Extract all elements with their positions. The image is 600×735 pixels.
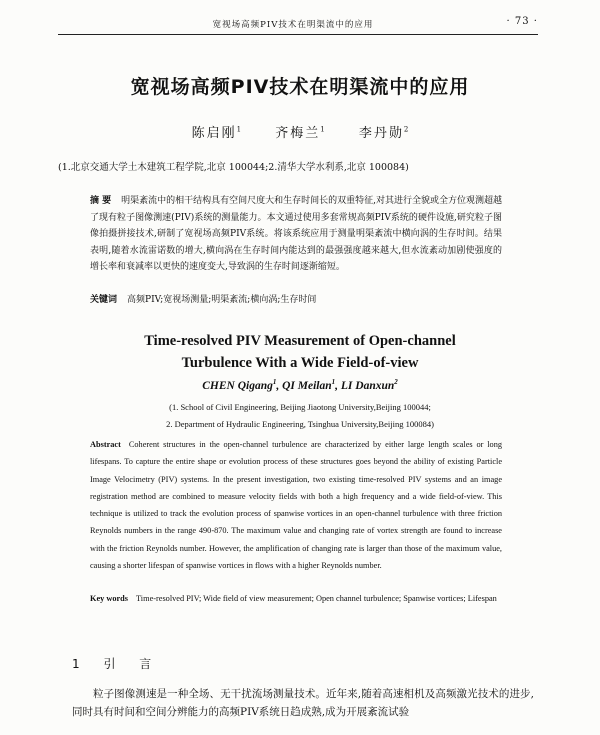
abstract-cn-label: 摘 要 xyxy=(90,196,112,206)
abstract-en-text: Coherent structures in the open-channel turbulence are characterized by either large length scales or long lifespans. To capture the entire shape or evolution process of these structures goes beyond the ability of existing Particle Image Velocimetry (PIV) systems. In the present investigation, two existing time-resolved PIV systems and an image registration method are combined to measure velocity fields with both a high frequency and a wide field-of-view. This technique is utilized to track the evolution process of spanwise vortices in an open-channel turbulence with three friction Reynolds numbers in the range 490-870. The maximum value and changing rate of vortex strength are found to increase with the friction Reynolds number. However, the amplification of changing rate is larger than those of the maximum value, causing a shorter lifespan of spanwise vortices in flows with a higher Reynolds number. xyxy=(90,440,502,571)
keywords-en-text: Time-resolved PIV; Wide field of view measurement; Open channel turbulence; Spanwise vortices; Lifespan xyxy=(136,594,497,603)
affiliation-en-line: 2. Department of Hydraulic Engineering, Tsinghua University,Beijing 100084) xyxy=(166,419,434,429)
section-heading: 1 引 言 xyxy=(72,657,162,671)
affiliation-en xyxy=(0,399,600,433)
author-en: LI Danxun$^2$ xyxy=(340,378,398,392)
title-cn: 宽视场高频PIV技术在明渠流中的应用 xyxy=(130,76,470,98)
author-en: CHEN Qigang$^1$ xyxy=(202,378,277,392)
author-cn: 齐梅兰$^1$ xyxy=(275,125,325,141)
title-en-line: Time-resolved PIV Measurement of Open-channel xyxy=(144,333,456,349)
authors-cn xyxy=(0,122,600,141)
header-rule xyxy=(58,34,538,35)
page-number: · 73 · xyxy=(506,16,538,27)
keywords-cn-text: 高频PIV;宽视场测量;明渠紊流;横向涡;生存时间 xyxy=(127,295,317,305)
keywords-en-label: Key words xyxy=(90,594,129,603)
keywords-cn xyxy=(90,292,502,305)
abstract-cn xyxy=(90,193,502,276)
author-en: QI Meilan$^1$ xyxy=(282,378,336,392)
title-en xyxy=(0,330,600,374)
keywords-en xyxy=(90,590,502,607)
affiliation-en-line: (1. School of Civil Engineering, Beijing Jiaotong University,Beijing 100044; xyxy=(169,402,431,412)
author-cn: 李丹勋$^2$ xyxy=(358,125,409,141)
author-cn: 陈启刚$^1$ xyxy=(191,125,242,141)
abstract-cn-text: 明渠紊流中的相干结构具有空间尺度大和生存时间长的双重特征,对其进行全貌或全方位观测超越了现有粒子图像测速(PIV)系统的测量能力。本文通过使用多套常规高频PIV系统的硬件设施,研究粒子图像拍摄拼接技术,研制了宽视场高频PIV系统。将该系统应用于测量明渠紊流中横向涡的生存时间。结果表明,随着水流雷诺数的增大,横向涡在生存时间内能达到的最强强度越来越大,但水流紊动加剧使强度的增长率和衰减率以更快的速度变大,导致涡的生存时间逐渐缩短。 xyxy=(90,196,503,272)
abstract-en-label: Abstract xyxy=(90,440,121,449)
keywords-cn-label: 关键词 xyxy=(90,295,118,305)
title-en-line: Turbulence With a Wide Field-of-view xyxy=(181,355,419,371)
abstract-en xyxy=(90,436,502,574)
authors-en: CHEN Qigang$^1$, QI Meilan$^1$, LI Danxun$^2$ xyxy=(202,378,398,392)
body-paragraph: 粒子图像测速是一种全场、无干扰流场测量技术。近年来,随着高速相机及高频激光技术的进步,同时具有时间和空间分辨能力的高频PIV系统日趋成熟,成为开展紊流试验 xyxy=(72,688,534,718)
affiliation-cn: (1.北京交通大学土木建筑工程学院,北京 100044;2.清华大学水利系,北京 100084) xyxy=(58,162,409,173)
running-head: 宽视场高频PIV技术在明渠流中的应用 xyxy=(212,20,374,30)
